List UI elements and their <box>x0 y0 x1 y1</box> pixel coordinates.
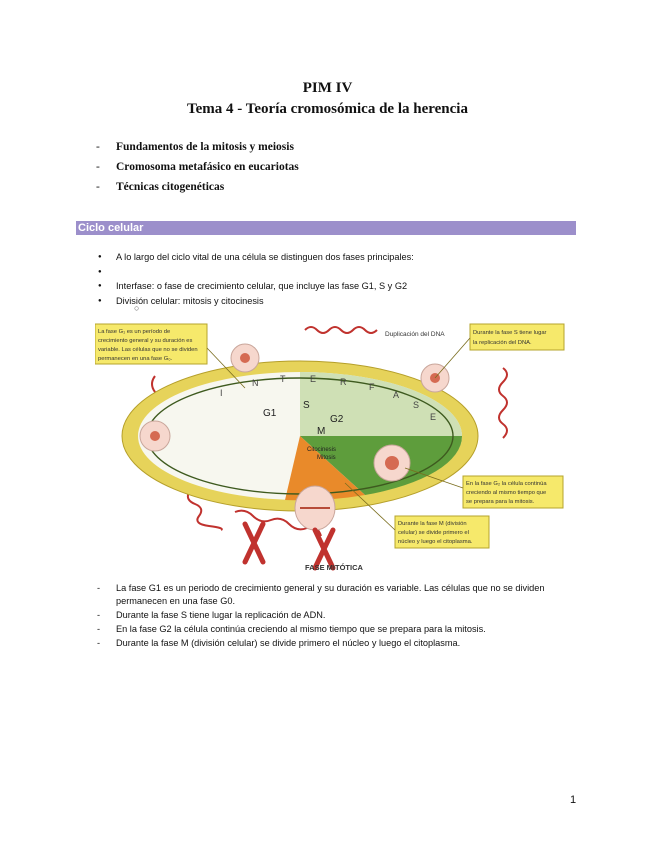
section-heading: Ciclo celular <box>76 221 576 235</box>
phase-m-label: M <box>317 426 326 437</box>
callout-g2-line: En la fase G₂ la célula continúa <box>466 481 547 487</box>
sub-bullet-marker: ○ <box>134 303 140 313</box>
phase-g1-label: G1 <box>263 408 277 419</box>
note-item: - En la fase G2 la célula continúa creciendo al mismo tiempo que se prepara para la mitosis. <box>97 623 577 636</box>
callout-g1-line: La fase G₁ es un período de <box>98 329 171 335</box>
callout-s-box <box>470 324 564 350</box>
topic-item: - Técnicas citogenéticas <box>96 177 299 197</box>
page-number: 1 <box>570 794 577 806</box>
bullet-list <box>98 250 414 308</box>
interfase-letter: A <box>393 390 400 400</box>
bullet-item: ● División celular: mitosis y citocinesis <box>98 294 414 309</box>
note-item: - Durante la fase S tiene lugar la replicación de ADN. <box>97 609 577 622</box>
topic-title: Tema 4 - Teoría cromosómica de la herencia <box>187 101 468 117</box>
interfase-letter: I <box>220 388 223 398</box>
topic-item: - Cromosoma metafásico en eucariotas <box>96 157 299 177</box>
topic-item: - Fundamentos de la mitosis y meiosis <box>96 137 299 157</box>
callout-g2-line: creciendo al mismo tiempo que <box>466 490 547 496</box>
note-item: - La fase G1 es un periodo de crecimiento general y su duración es variable. Las células que no se dividen permanecen en una fase G0. <box>97 582 577 608</box>
cell-left-nucleus <box>150 431 160 441</box>
phase-s-label: S <box>303 400 310 411</box>
dna-duplication-label: Duplicación del DNA <box>385 331 445 338</box>
leader-line-s <box>435 338 470 378</box>
callout-g1-line: permanecen en una fase G₀. <box>98 356 173 362</box>
interfase-letter: S <box>413 400 420 410</box>
bullet-item <box>98 265 414 280</box>
chromosome-squiggle-top <box>305 327 377 333</box>
callout-m-line: Durante la fase M (división <box>398 521 467 527</box>
callout-g1-line: variable. Las células que no se dividen <box>98 347 198 353</box>
cell-top-nucleus <box>240 353 250 363</box>
course-title: PIM IV <box>302 80 353 96</box>
interfase-letter: N <box>252 378 259 388</box>
chromosome-x-1 <box>245 524 263 562</box>
fase-mitotica-label: FASE MITÓTICA <box>305 563 363 572</box>
cell-g2-nucleus <box>385 456 399 470</box>
interfase-letter: R <box>340 377 347 387</box>
callout-s-line: Durante la fase S tiene lugar <box>473 330 547 336</box>
notes-list <box>97 582 577 651</box>
mitosis-label: Mitosis <box>317 455 336 461</box>
phase-g2-label: G2 <box>330 414 344 425</box>
interfase-letter: E <box>430 412 437 422</box>
topic-list <box>96 137 299 197</box>
interfase-letter: F <box>369 382 375 392</box>
cell-cycle-figure <box>95 318 565 576</box>
callout-s-line: la replicación del DNA. <box>473 340 532 346</box>
citocinesis-label: Citocinesis <box>307 447 337 453</box>
callout-g1-line: crecimiento general y su duración es <box>98 338 193 344</box>
interfase-letter: E <box>310 374 317 384</box>
callout-m-line: núcleo y luego el citoplasma. <box>398 539 473 545</box>
chromosome-squiggle-right <box>499 368 507 438</box>
bullet-item: ● A lo largo del ciclo vital de una célula se distinguen dos fases principales: <box>98 250 414 265</box>
callout-m-line: celular) se divide primero el <box>398 530 469 536</box>
note-item: - Durante la fase M (división celular) se divide primero el núcleo y luego el citoplasma. <box>97 637 577 650</box>
interfase-letter: T <box>280 374 286 384</box>
callout-g2-line: se prepara para la mitosis. <box>466 499 535 505</box>
bullet-item: ● Interfase: o fase de crecimiento celular, que incluye las fase G1, S y G2 <box>98 279 414 294</box>
